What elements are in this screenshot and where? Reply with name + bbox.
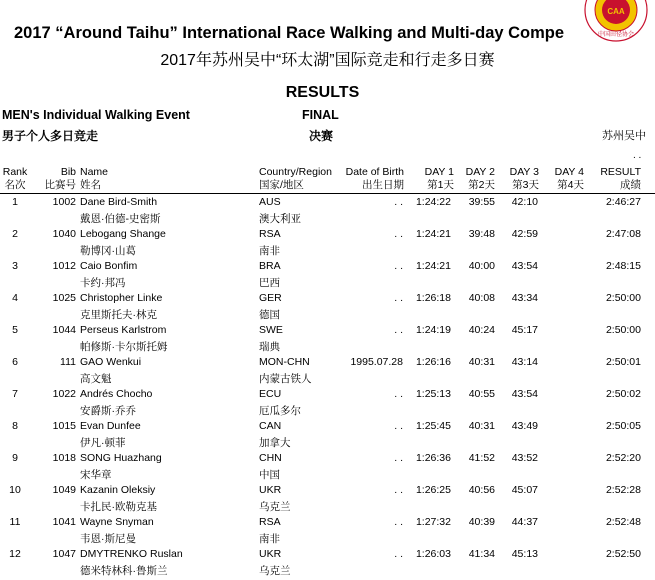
col-dob-label: Date of Birth xyxy=(345,166,404,178)
athlete-name: Dane Bird-Smith xyxy=(80,196,158,208)
rank: 2 xyxy=(12,228,18,240)
country-code: GER xyxy=(259,292,282,304)
day3-time: 43:54 xyxy=(511,388,538,400)
day3-time: 44:37 xyxy=(511,516,538,528)
svg-text:CAA: CAA xyxy=(607,7,625,16)
rank: 8 xyxy=(12,420,18,432)
bib: 1044 xyxy=(52,324,76,336)
col-header-result xyxy=(590,166,641,192)
bib: 1041 xyxy=(52,516,76,528)
result-time: 2:46:27 xyxy=(605,196,641,208)
col-header-day4 xyxy=(545,166,584,192)
rank: 7 xyxy=(12,388,18,400)
col-day3-label-cn: 第3天 xyxy=(512,179,539,191)
country-code: RSA xyxy=(259,228,281,240)
country-code: MON-CHN xyxy=(259,356,310,368)
event-name-english: MEN's Individual Walking Event xyxy=(2,108,190,122)
day1-time: 1:26:03 xyxy=(415,548,451,560)
country-name-cn: 内蒙古铁人 xyxy=(259,373,312,385)
result-time: 2:50:00 xyxy=(605,324,641,336)
country-name-cn: 厄瓜多尔 xyxy=(259,405,301,417)
col-country-label-cn: 国家/地区 xyxy=(259,179,304,191)
athlete-name-cn: 高文魁 xyxy=(80,373,112,385)
athlete-name-cn: 安爵斯·乔乔 xyxy=(80,405,136,417)
date-of-birth: . . xyxy=(394,292,403,304)
title-english: 2017 “Around Taihu” International Race Walking and Multi-day Compe xyxy=(14,24,565,42)
day2-time: 40:00 xyxy=(468,260,495,272)
date-of-birth: . . xyxy=(394,548,403,560)
col-bib-label: Bib xyxy=(60,166,76,178)
date-of-birth: . . xyxy=(394,420,403,432)
rank: 5 xyxy=(12,324,18,336)
result-time: 2:50:02 xyxy=(605,388,641,400)
day3-time: 45:17 xyxy=(511,324,538,336)
result-time: 2:50:05 xyxy=(605,420,641,432)
table-row xyxy=(0,260,655,292)
svg-text:中国田径协会: 中国田径协会 xyxy=(597,31,635,38)
table-row xyxy=(0,516,655,548)
col-header-day2 xyxy=(457,166,495,192)
bib: 1049 xyxy=(52,484,76,496)
col-header-day1 xyxy=(410,166,454,192)
table-row xyxy=(0,388,655,420)
athlete-name-cn: 勒博冈·山葛 xyxy=(80,245,136,257)
date-of-birth: . . xyxy=(394,228,403,240)
athlete-name: Wayne Snyman xyxy=(80,516,154,528)
bib: 1047 xyxy=(52,548,76,560)
day1-time: 1:24:22 xyxy=(415,196,451,208)
bib: 1012 xyxy=(52,260,76,272)
day3-time: 43:52 xyxy=(511,452,538,464)
col-name-label-cn: 姓名 xyxy=(80,179,101,191)
bib: 1018 xyxy=(52,452,76,464)
day1-time: 1:26:16 xyxy=(415,356,451,368)
date-of-birth: . . xyxy=(394,324,403,336)
event-name-chinese: 男子个人多日竞走 xyxy=(2,129,99,143)
country-code: BRA xyxy=(259,260,281,272)
day2-time: 40:55 xyxy=(468,388,495,400)
athlete-name: Kazanin Oleksiy xyxy=(80,484,156,496)
country-code: CAN xyxy=(259,420,282,432)
col-header-dob xyxy=(336,166,404,192)
col-dob-label-cn: 出生日期 xyxy=(362,179,404,191)
bib: 1002 xyxy=(52,196,76,208)
date-of-birth: . . xyxy=(394,260,403,272)
bib: 111 xyxy=(60,356,76,368)
athlete-name: Andrés Chocho xyxy=(80,388,153,400)
date-of-birth: . . xyxy=(394,196,403,208)
athlete-name-cn: 卡扎民·欧勒克基 xyxy=(80,501,157,513)
country-code: CHN xyxy=(259,452,282,464)
caa-logo-icon xyxy=(584,0,648,42)
col-rank-label-cn: 名次 xyxy=(4,179,26,191)
rank: 6 xyxy=(12,356,18,368)
country-name-cn: 乌克兰 xyxy=(259,501,291,513)
country-code: SWE xyxy=(259,324,283,336)
day1-time: 1:25:45 xyxy=(415,420,451,432)
rank: 1 xyxy=(12,196,18,208)
col-rank-label: Rank xyxy=(2,166,28,178)
bib: 1022 xyxy=(52,388,76,400)
day2-time: 40:24 xyxy=(468,324,495,336)
day1-time: 1:24:21 xyxy=(415,228,451,240)
day2-time: 41:34 xyxy=(468,548,495,560)
col-header-country xyxy=(259,166,332,192)
athlete-name-cn: 宋华章 xyxy=(80,469,112,481)
athlete-name: SONG Huazhang xyxy=(80,452,162,464)
title-chinese: 2017年苏州吴中“环太湖”国际竞走和行走多日赛 xyxy=(160,52,495,69)
rank: 10 xyxy=(9,484,21,496)
day1-time: 1:24:19 xyxy=(415,324,451,336)
day2-time: 40:31 xyxy=(468,356,495,368)
athlete-name-cn: 帕修斯·卡尔斯托姆 xyxy=(80,341,168,353)
country-name-cn: 南非 xyxy=(259,245,280,257)
day3-time: 43:49 xyxy=(511,420,538,432)
country-name-cn: 加拿大 xyxy=(259,437,291,449)
result-time: 2:50:01 xyxy=(605,356,641,368)
table-row xyxy=(0,420,655,452)
round-chinese: 决赛 xyxy=(309,129,334,143)
result-time: 2:52:50 xyxy=(605,548,641,560)
athlete-name-cn: 伊凡·顿菲 xyxy=(80,437,126,449)
results-heading: RESULTS xyxy=(285,84,360,101)
col-day1-label: DAY 1 xyxy=(424,166,454,178)
country-code: AUS xyxy=(259,196,281,208)
result-time: 2:47:08 xyxy=(605,228,641,240)
col-result-label: RESULT xyxy=(600,166,641,178)
col-day2-label: DAY 2 xyxy=(465,166,495,178)
round-english: FINAL xyxy=(302,108,339,122)
day2-time: 40:08 xyxy=(468,292,495,304)
col-header-rank xyxy=(0,166,30,192)
table-row xyxy=(0,356,655,388)
day3-time: 43:34 xyxy=(511,292,538,304)
athlete-name: Lebogang Shange xyxy=(80,228,166,240)
rank: 9 xyxy=(12,452,18,464)
country-code: RSA xyxy=(259,516,281,528)
country-name-cn: 澳大利亚 xyxy=(259,213,301,225)
col-day4-label-cn: 第4天 xyxy=(557,179,584,191)
day1-time: 1:24:21 xyxy=(415,260,451,272)
date-of-birth: 1995.07.28 xyxy=(350,356,403,368)
athlete-name-cn: 克里斯托夫·林克 xyxy=(80,309,157,321)
table-row xyxy=(0,324,655,356)
athlete-name: Evan Dunfee xyxy=(80,420,141,432)
day2-time: 40:31 xyxy=(468,420,495,432)
table-row xyxy=(0,452,655,484)
date-of-birth: . . xyxy=(394,388,403,400)
bib: 1015 xyxy=(52,420,76,432)
result-time: 2:50:00 xyxy=(605,292,641,304)
day2-time: 40:56 xyxy=(468,484,495,496)
result-time: 2:52:28 xyxy=(605,484,641,496)
day1-time: 1:27:32 xyxy=(415,516,451,528)
athlete-name-cn: 韦恩·斯尼曼 xyxy=(80,533,136,545)
col-header-name xyxy=(80,166,108,192)
table-row xyxy=(0,228,655,260)
table-row xyxy=(0,292,655,324)
country-name-cn: 南非 xyxy=(259,533,280,545)
athlete-name-cn: 戴恩·伯德-史密斯 xyxy=(80,213,161,225)
day3-time: 45:13 xyxy=(511,548,538,560)
athlete-name: DMYTRENKO Ruslan xyxy=(80,548,183,560)
day2-time: 40:39 xyxy=(468,516,495,528)
country-name-cn: 巴西 xyxy=(259,277,280,289)
rank: 3 xyxy=(12,260,18,272)
day3-time: 45:07 xyxy=(511,484,538,496)
country-code: ECU xyxy=(259,388,282,400)
table-row xyxy=(0,484,655,516)
athlete-name: Perseus Karlstrom xyxy=(80,324,167,336)
rank: 11 xyxy=(9,516,21,528)
country-name-cn: 瑞典 xyxy=(259,341,280,353)
country-name-cn: 中国 xyxy=(259,469,280,481)
col-day4-label: DAY 4 xyxy=(554,166,584,178)
result-time: 2:52:20 xyxy=(605,452,641,464)
day3-time: 43:54 xyxy=(511,260,538,272)
date-of-birth: . . xyxy=(394,484,403,496)
day3-time: 42:10 xyxy=(511,196,538,208)
bib: 1025 xyxy=(52,292,76,304)
col-result-label-cn: 成绩 xyxy=(620,179,641,191)
day1-time: 1:25:13 xyxy=(415,388,451,400)
col-day1-label-cn: 第1天 xyxy=(427,179,454,191)
athlete-name: GAO Wenkui xyxy=(80,356,142,368)
col-header-bib xyxy=(40,166,76,192)
table-row xyxy=(0,196,655,228)
country-name-cn: 德国 xyxy=(259,309,280,321)
day3-time: 43:14 xyxy=(511,356,538,368)
day2-time: 39:55 xyxy=(468,196,495,208)
venue-label: 苏州吴中 xyxy=(602,130,646,142)
table-row xyxy=(0,548,655,580)
athlete-name: Christopher Linke xyxy=(80,292,163,304)
day2-time: 41:52 xyxy=(468,452,495,464)
col-name-label: Name xyxy=(80,166,109,178)
athlete-name: Caio Bonfim xyxy=(80,260,138,272)
country-name-cn: 乌克兰 xyxy=(259,565,291,577)
header-divider xyxy=(0,193,655,194)
rank: 4 xyxy=(12,292,18,304)
athlete-name-cn: 卡约·邦冯 xyxy=(80,277,126,289)
col-day3-label: DAY 3 xyxy=(509,166,539,178)
country-code: UKR xyxy=(259,548,282,560)
day3-time: 42:59 xyxy=(511,228,538,240)
day2-time: 39:48 xyxy=(468,228,495,240)
athlete-name-cn: 德米特林科·鲁斯兰 xyxy=(80,565,168,577)
bib: 1040 xyxy=(52,228,76,240)
country-code: UKR xyxy=(259,484,282,496)
col-header-day3 xyxy=(500,166,539,192)
date-of-birth: . . xyxy=(394,452,403,464)
rank: 12 xyxy=(9,548,21,560)
date-placeholder: . . xyxy=(633,150,642,161)
col-bib-label-cn: 比赛号 xyxy=(44,179,76,191)
col-day2-label-cn: 第2天 xyxy=(468,179,495,191)
result-time: 2:48:15 xyxy=(605,260,641,272)
result-time: 2:52:48 xyxy=(605,516,641,528)
day1-time: 1:26:18 xyxy=(415,292,451,304)
day1-time: 1:26:25 xyxy=(415,484,451,496)
col-country-label: Country/Region xyxy=(259,166,332,178)
date-of-birth: . . xyxy=(394,516,403,528)
day1-time: 1:26:36 xyxy=(415,452,451,464)
